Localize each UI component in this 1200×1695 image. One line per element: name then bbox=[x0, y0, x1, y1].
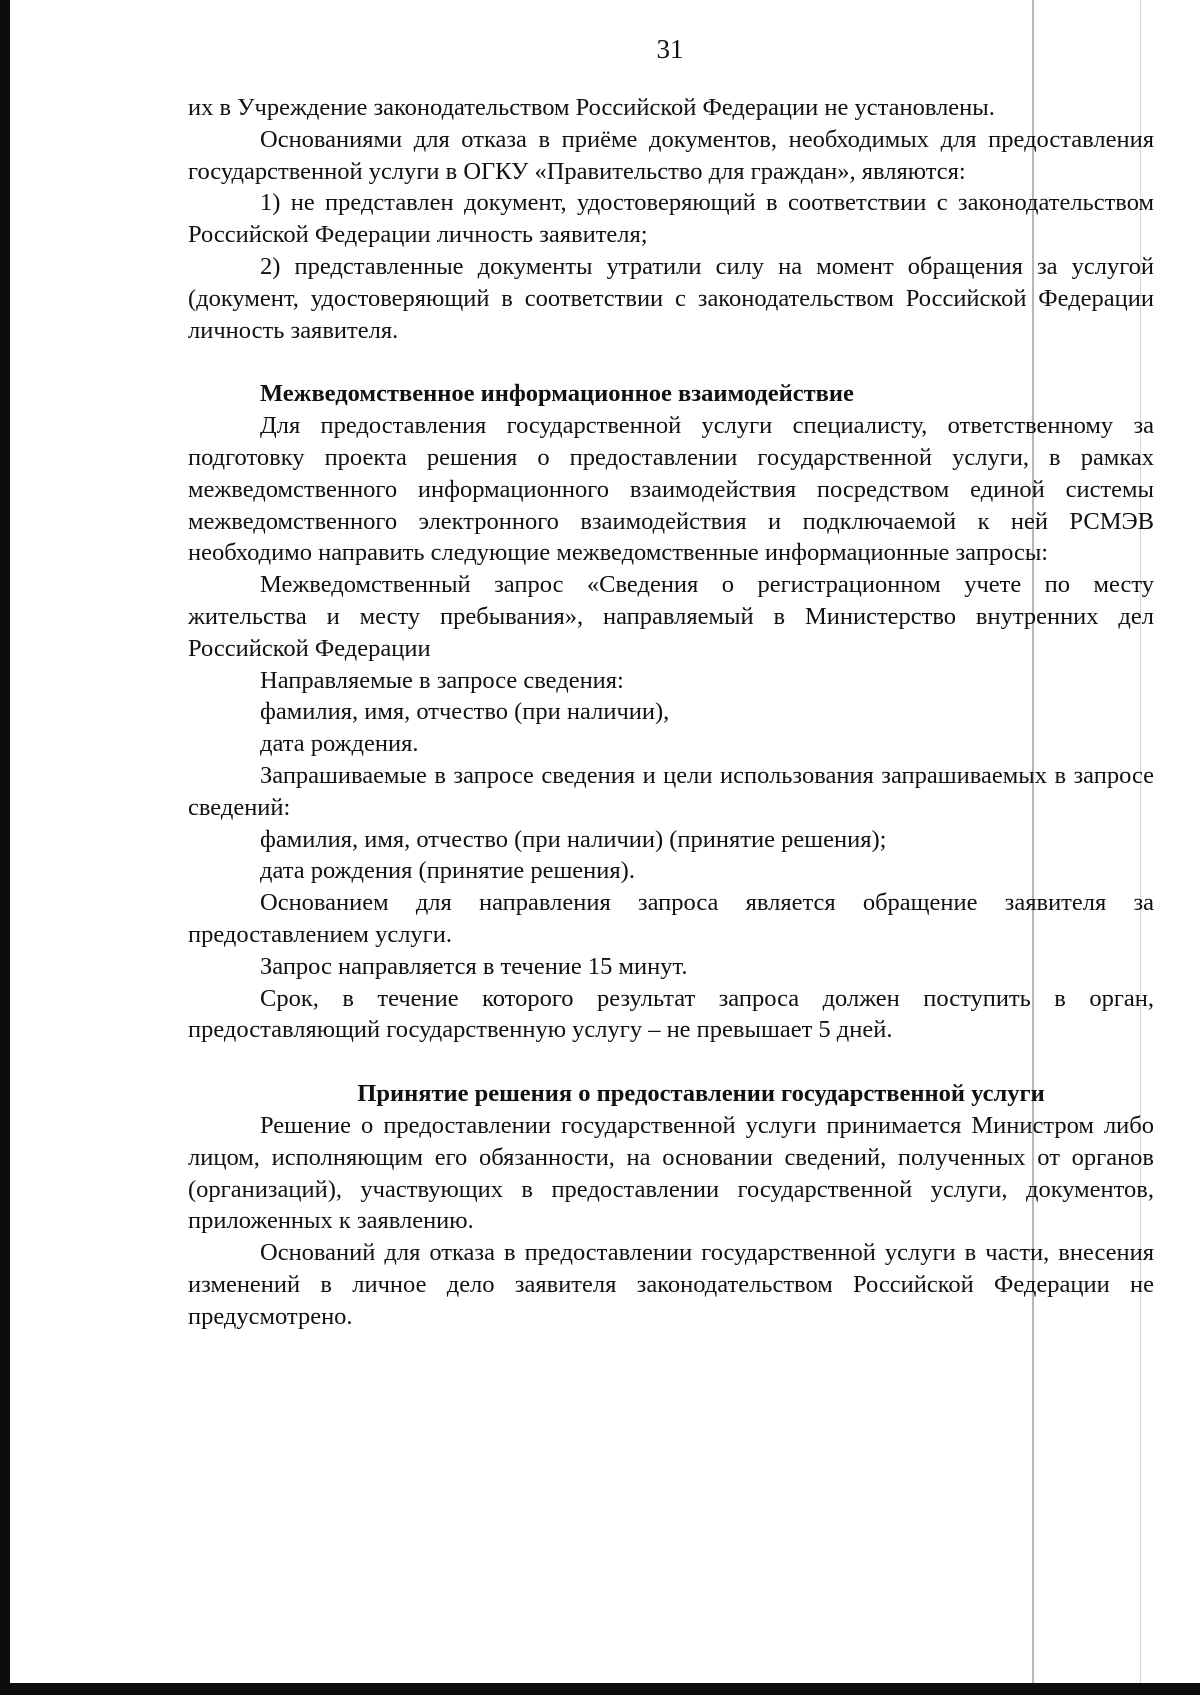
section-heading-decision: Принятие решения о предоставлении государственной услуги bbox=[357, 1080, 1045, 1108]
scan-border-left bbox=[0, 0, 10, 1683]
paragraph-response-deadline: Срок, в течение которого результат запроса должен поступить в орган, предоставляющий государственную услугу – не превышает 5 дней. bbox=[188, 984, 1154, 1044]
paragraph-request-time: Запрос направляется в течение 15 минут. bbox=[260, 952, 688, 980]
paragraph-requested-data-name: фамилия, имя, отчество (при наличии) (принятие решения); bbox=[260, 825, 887, 853]
paragraph-sent-data-name: фамилия, имя, отчество (при наличии), bbox=[260, 698, 670, 726]
spacer bbox=[188, 1046, 1154, 1078]
paragraph-decision: Решение о предоставлении государственной услуги принимается Министром либо лицом, исполняющим его обязанности, на основании сведений, полученных от органов (организаций), участвующих в предоставлении государственной услуги, документов, приложенных к заявлению. bbox=[188, 1111, 1154, 1235]
paragraph-continuation: их в Учреждение законодательством Российской Федерации не установлены. bbox=[188, 94, 995, 121]
paragraph-interagency-requests: Для предоставления государственной услуги специалисту, ответственному за подготовку проекта решения о предоставлении государственной услуги, в рамках межведомственного информационного взаимодействия посредством единой системы межведомственного электронного взаимодействия и подключаемой к ней РСМЭВ необходимо направить следующие межведомственные информационные запросы: bbox=[188, 412, 1154, 567]
paragraph-no-refusal-grounds: Оснований для отказа в предоставлении государственной услуги в части, внесения изменений в личное дело заявителя законодательством Российской Федерации не предусмотрено. bbox=[188, 1239, 1154, 1330]
section-heading-interagency: Межведомственное информационное взаимодействие bbox=[260, 380, 854, 408]
paragraph-refusal-grounds: Основаниями для отказа в приёме документов, необходимых для предоставления государственной услуги в ОГКУ «Правительство для граждан», являются: bbox=[188, 125, 1154, 185]
paragraph-sent-data-label: Направляемые в запросе сведения: bbox=[260, 666, 624, 694]
paragraph-requested-data-birthdate: дата рождения (принятие решения). bbox=[260, 857, 635, 885]
scan-border-bottom bbox=[0, 1683, 1200, 1695]
spacer bbox=[188, 346, 1154, 378]
document-body bbox=[188, 92, 1154, 1332]
paragraph-request-title: Межведомственный запрос «Сведения о регистрационном учете по месту жительства и месту пребывания», направляемый в Министерство внутренних дел Российской Федерации bbox=[188, 571, 1154, 662]
paragraph-sent-data-birthdate: дата рождения. bbox=[260, 730, 419, 758]
paragraph-requested-data-label: Запрашиваемые в запросе сведения и цели использования запрашиваемых в запросе сведений: bbox=[188, 761, 1154, 821]
list-item-2: 2) представленные документы утратили силу на момент обращения за услугой (документ, удостоверяющий в соответствии с законодательством Российской Федерации личность заявителя. bbox=[188, 252, 1154, 344]
paragraph-request-basis: Основанием для направления запроса является обращение заявителя за предоставлением услуги. bbox=[188, 889, 1154, 948]
list-item-1: 1) не представлен документ, удостоверяющий в соответствии с законодательством Российской Федерации личность заявителя; bbox=[188, 189, 1154, 249]
page-number: 31 bbox=[656, 34, 684, 64]
